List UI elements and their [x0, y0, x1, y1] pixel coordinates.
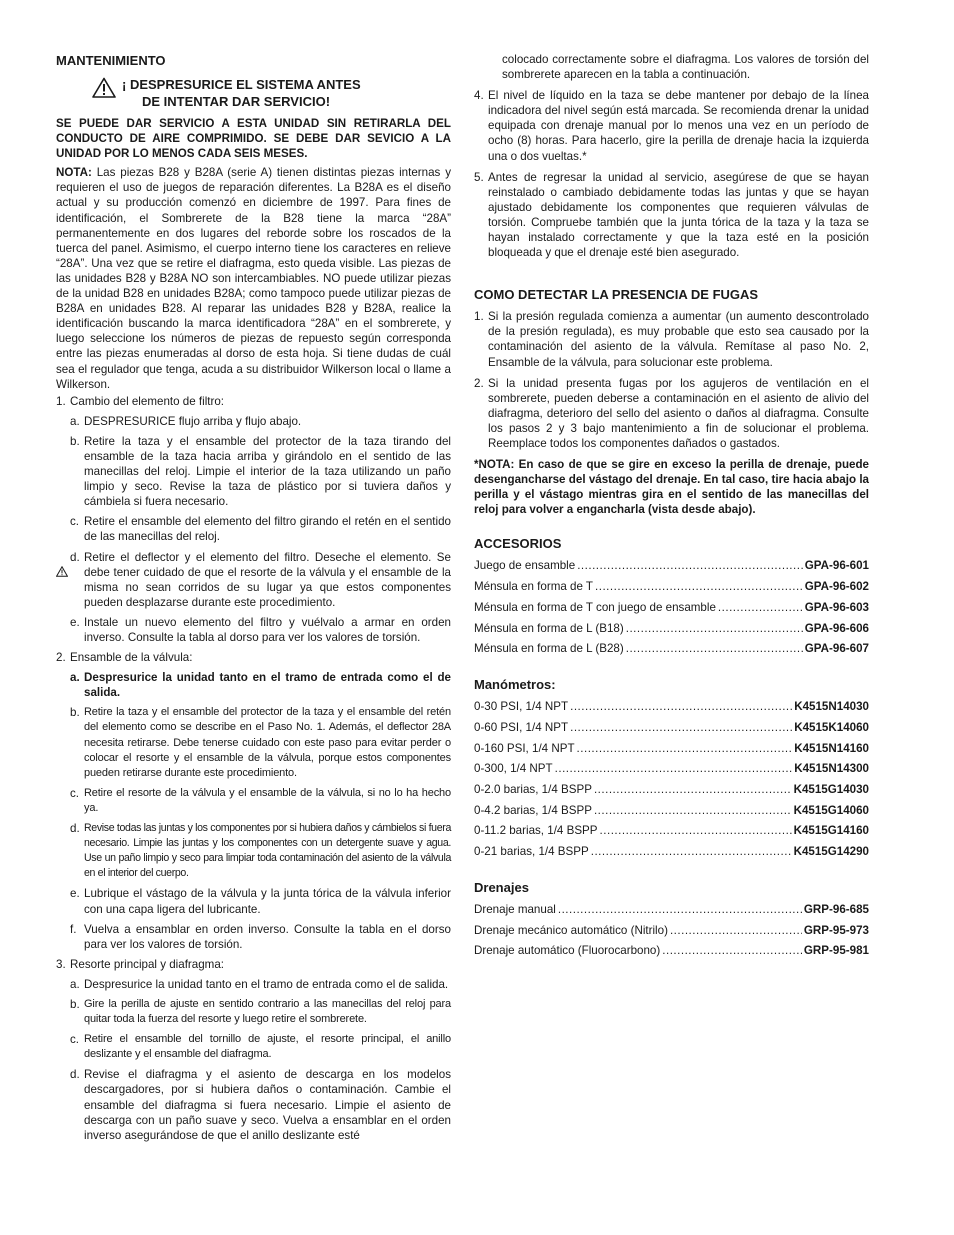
leak-item-2: 2. Si la unidad presenta fugas por los agujeros de ventilación en el sombrerete, pueden deberse a contaminación en el asiento de alivio del diafragma, deterioro del sello del asiento o daños al diafragma. Consulte los pasos 2 y 3 bajo mantenimiento a fin de solucionar el problema. Reemplace todos los componentes dañados o gastados. [474, 376, 869, 450]
warning-line-1: ¡ DESPRESURICE EL SISTEMA ANTES [122, 77, 361, 92]
list-item: 0-30 PSI, 1/4 NPT ..... K4515N14030 [474, 699, 869, 714]
step-3d-continuation: colocado correctamente sobre el diafragma. Los valores de torsión del sombrerete aparecen en la tabla a continuación. [502, 53, 869, 82]
list-item: 0-11.2 barias, 1/4 BSPP ..... K4515G14160 [474, 823, 869, 838]
drains-heading: Drenajes [474, 880, 529, 895]
step-1d: d. Retire el deflector y el elemento del filtro. Deseche el elemento. Se debe tener cuidado de que el resorte de la válvula y el ensamble de la misma no sean corridos de su lugar ya que estos componentes pueden desplazarse durante este procedimiento. [70, 550, 451, 610]
step-3-title: Resorte principal y diafragma: [70, 957, 225, 971]
list-item: 0-300, 1/4 NPT ..... K4515N14300 [474, 761, 869, 776]
step-1: 1. Cambio del elemento de filtro: [56, 394, 451, 409]
list-item: 0-160 PSI, 1/4 NPT ..... K4515N14160 [474, 741, 869, 756]
step-3d: d. Revise el diafragma y el asiento de descarga en los modelos descargadores, por si hubiera daños o contaminación. Cambie el ensamble del diafragma si fuera necesario. Limpie el asiento de descarga con un paño suave y seco. Vuelva a ensamblar en el orden inverso asegurándose de que el anillo deslizante esté [70, 1068, 451, 1142]
list-item: 0-4.2 barias, 1/4 BSPP ..... K4515G14060 [474, 803, 869, 818]
left-column [56, 52, 451, 1143]
leaks-heading: COMO DETECTAR LA PRESENCIA DE FUGAS [474, 287, 759, 303]
list-item: Drenaje automático (Fluorocarbono) ..... GRP-95-981 [474, 943, 869, 958]
nota-text: Las piezas B28 y B28A (serie A) tienen distintas piezas internas y requieren el uso de juegos de reparación diferentes. La B28A es el diseño actual y su producción comenzó en diciembre de 1997. Para fines de identificación, el Sombrerete de la B28 tiene la marca “28A” permanentemente en dos lugares del reborde sobre los roscados de la tuerca del panel. Asimismo, el cuerpo interno tiene los caracteres en relieve “28A”. Una vez que se retire el diafragma, esto queda visible. Las piezas de las unidades B28 y B28A NO son intercambiables. NO puede utilizar piezas de la unidad B28 en unidades B28A; como tampoco puede utilizar piezas de B28A en unidades B28. Al reparar las unidades B28 y B28A, realice la identificación buscando la marca identificadora “28A” en el sombrerete, y luego seleccione los números de piezas de repuesto según corresponda entre las piezas enumeradas al dorso de esta hoja. Si tiene dudas de cuál sea el regulador que tenga, acuda a su distribuidor Wilkerson local o llame a Wilkerson. [56, 166, 451, 391]
step-2e: e. Lubrique el vástago de la válvula y la junta tórica de la válvula inferior con una capa ligera del lubricante. [70, 887, 451, 916]
step-5: 5. Antes de regresar la unidad al servicio, asegúrese de que se hayan reinstalado o cambiado debidamente todas las juntas y que se hayan ajustado debidamente los componentes que requieren válvulas de torsión. Compruebe también que la junta tórica de la taza y la taza se hayan instalado correctamente y que la taza esté en la posición bloqueada y que el drenaje esté bien asegurado. [474, 170, 869, 260]
step-1e: e. Instale un nuevo elemento del filtro y vuélvalo a armar en orden inverso. Consulte la tabla al dorso para ver los valores de torsión. [70, 615, 451, 644]
accessories-list [474, 558, 869, 656]
list-item: Ménsula en forma de L (B18) ..... GPA-96-606 [474, 621, 869, 636]
step-2a: a. Despresurice la unidad tanto en el tramo de entrada como el de salida. [70, 671, 451, 700]
step-2: 2. Ensamble de la válvula: [56, 650, 451, 665]
step-3: 3. Resorte principal y diafragma: [56, 957, 451, 972]
list-item: 0-60 PSI, 1/4 NPT ..... K4515K14060 [474, 720, 869, 735]
depressurize-warning [92, 76, 451, 110]
step-2c: c. Retire el resorte de la válvula y el ensamble de la válvula, si no lo ha hecho ya. [70, 786, 451, 814]
step-1c: c. Retire el ensamble del elemento del filtro girando el retén en el sentido de las manecillas del reloj. [70, 515, 451, 544]
gauges-heading: Manómetros: [474, 677, 556, 693]
step-3b: b. Gire la perilla de ajuste en sentido contrario a las manecillas del reloj para quitar toda la fuerza del resorte y luego retire el sombrerete. [70, 997, 451, 1026]
list-item: Ménsula en forma de L (B28) ..... GPA-96-607 [474, 641, 869, 656]
accessories-heading: ACCESORIOS [474, 536, 562, 552]
gauges-list [474, 699, 869, 859]
list-item: Drenaje manual ..... GRP-96-685 [474, 902, 869, 917]
step-1-title: Cambio del elemento de filtro: [70, 394, 225, 408]
nota-paragraph [56, 165, 451, 391]
list-item: Drenaje mecánico automático (Nitrilo) ..... GRP-95-973 [474, 923, 869, 938]
nota-label: NOTA: [56, 166, 92, 180]
list-item: 0-2.0 barias, 1/4 BSPP ..... K4515G14030 [474, 782, 869, 797]
step-2d: d. Revise todas las juntas y los componentes por si hubiera daños y cámbielos si fuera necesario. Limpie las juntas y los componentes con un detergente suave y agua. Use un paño limpio y seco para limpiar toda contaminación del asiento de la válvula en el interior del cuerpo. [70, 822, 451, 880]
list-item: Ménsula en forma de T con juego de ensamble ..... GPA-96-603 [474, 600, 869, 615]
step-2b: b. Retire la taza y el ensamble del protector de la taza y el ensamble del retén del elemento como se describe en el Paso No. 1. Además, el deflector 28A necesita retirarse. Debe tenerse cuidado con este paso para evitar perder o colocar el resorte y el ensamble de la válvula, porque estos componentes pueden retirarse durante este procedimiento. [70, 706, 451, 779]
list-item: Juego de ensamble ..... GPA-96-601 [474, 558, 869, 573]
leak-item-1: 1. Si la presión regulada comienza a aumentar (un aumento descontrolado de la presión regulada), es muy probable que esto sea causado por la contaminación del asiento de la válvula. Remítase al paso No. 2, Ensamble de la válvula, para solucionar este problema. [474, 310, 869, 369]
step-3a: a. Despresurice la unidad tanto en el tramo de entrada como el de salida. [70, 977, 449, 991]
drains-list [474, 902, 869, 958]
list-item: 0-21 barias, 1/4 BSPP ..... K4515G14290 [474, 844, 869, 859]
step-2-title: Ensamble de la válvula: [70, 651, 193, 665]
right-column [474, 52, 869, 964]
step-3c: c. Retire el ensamble del tornillo de ajuste, el resorte principal, el anillo deslizante y el ensamble del diafragma. [70, 1033, 451, 1061]
list-item: Ménsula en forma de T ..... GPA-96-602 [474, 579, 869, 594]
maintenance-heading: MANTENIMIENTO [56, 53, 166, 68]
step-2f: f. Vuelva a ensamblar en orden inverso. Consulte la tabla en el dorso para ver los valores de torsión. [70, 922, 451, 951]
step-4: 4. El nivel de líquido en la taza se debe mantener por debajo de la línea indicadora del nivel según está marcada. Se recomienda drenar la unidad equipada con drenaje manual por lo menos una vez en un período de ocho (8) horas. Para hacerlo, gire la perilla de drenaje hacia la izquierda una o dos vueltas.* [474, 89, 869, 163]
drain-note: *NOTA: En caso de que se gire en exceso la perilla de drenaje, puede desengancharse del vástago del drenaje. En tal caso, tire hacia abajo la perilla y el vástago mientras gira en el sentido de las manecillas del reloj para volver a engancharla (vista desde abajo). [474, 458, 869, 517]
warning-line-2: DE INTENTAR DAR SERVICIO! [142, 94, 331, 109]
warning-triangle-icon [92, 77, 116, 98]
step-1b: b. Retire la taza y el ensamble del protector de la taza tirando del ensamble de la taza hacia arriba y girándolo en el sentido de las manecillas del reloj. Limpie el interior de la taza utilizando un paño limpio y seco. Revise la taza de plástico por si tuviera daños y cámbiela si fuera necesario. [70, 434, 451, 509]
service-notice: SE PUEDE DAR SERVICIO A ESTA UNIDAD SIN RETIRARLA DEL CONDUCTO DE AIRE COMPRIMIDO. SE DEBE DAR SEVICIO A LA UNIDAD POR LO MENOS CADA SEIS MESES. [56, 117, 451, 161]
caution-triangle-icon [56, 566, 68, 577]
step-1a: a. DESPRESURICE flujo arriba y flujo abajo. [70, 414, 302, 428]
